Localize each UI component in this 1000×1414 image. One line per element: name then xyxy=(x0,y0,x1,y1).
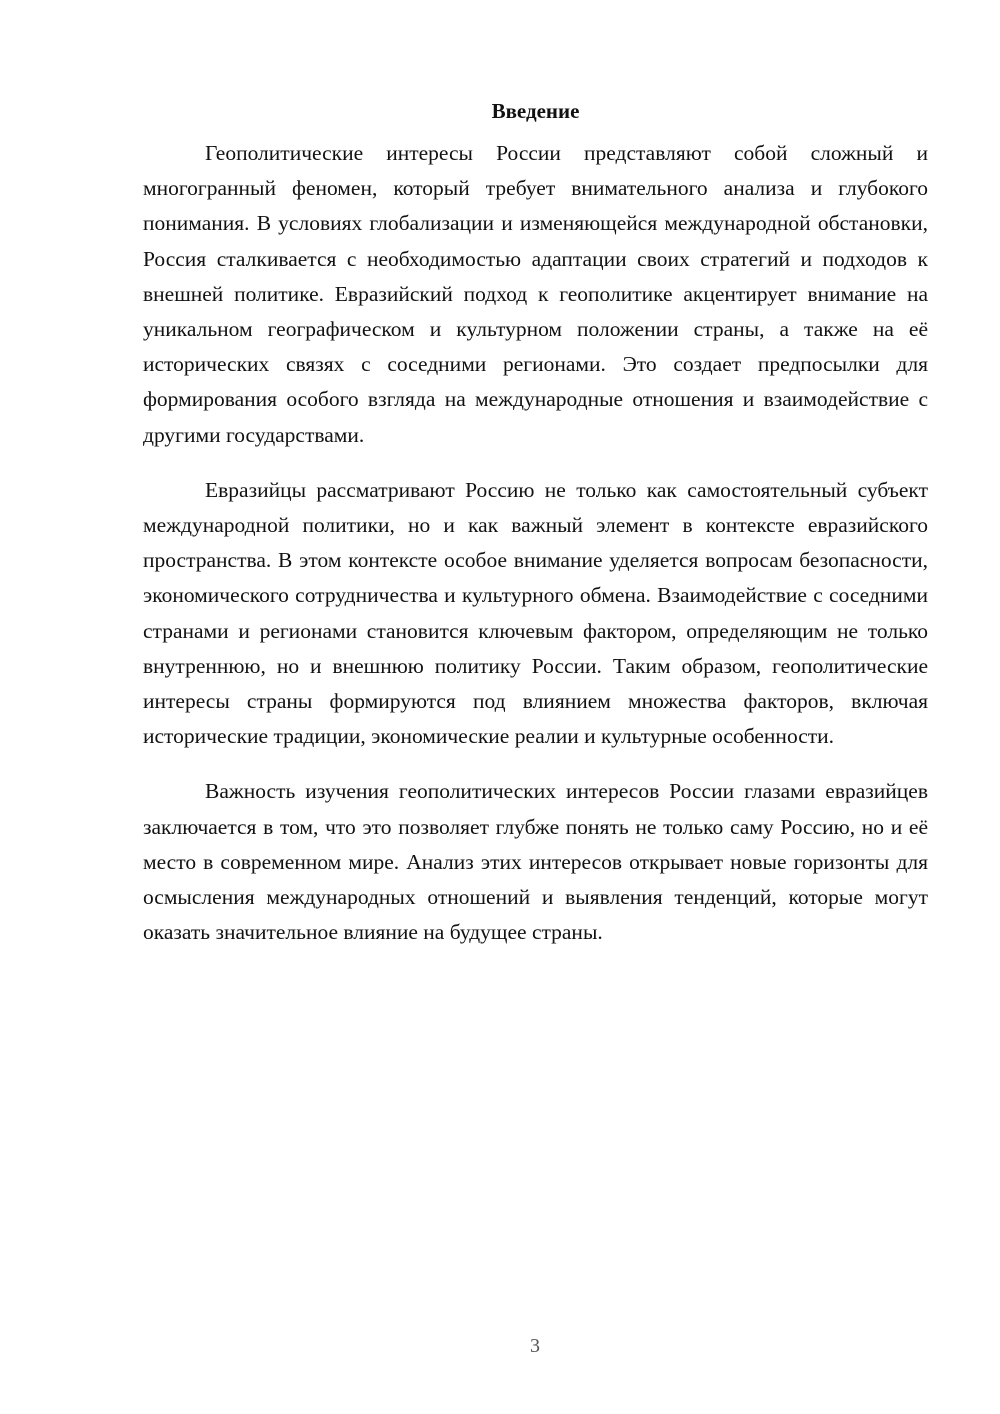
page-content xyxy=(143,94,928,950)
page-number: 3 xyxy=(530,1335,540,1357)
paragraph: Евразийцы рассматривают Россию не только как самостоятельный субъект международной политики, но и как важный элемент в контексте евразийского пространства. В этом контексте особое внимание уделяется вопросам безопасности, экономического сотрудничества и культурного обмена. Взаимодействие с соседними странами и регионами становится ключевым фактором, определяющим не только внутреннюю, но и внешнюю политику России. Таким образом, геополитические интересы страны формируются под влиянием множества факторов, включая исторические традиции, экономические реалии и культурные особенности. xyxy=(143,477,928,749)
paragraph: Важность изучения геополитических интересов России глазами евразийцев заключается в том, что это позволяет глубже понять не только саму Россию, но и её место в современном мире. Анализ этих интересов открывает новые горизонты для осмысления международных отношений и выявления тенденций, которые могут оказать значительное влияние на будущее страны. xyxy=(143,779,928,945)
paragraph: Геополитические интересы России представляют собой сложный и многогранный феномен, который требует внимательного анализа и глубокого понимания. В условиях глобализации и изменяющейся международной обстановки, Россия сталкивается с необходимостью адаптации своих стратегий и подходов к внешней политике. Евразийский подход к геополитике акцентирует внимание на уникальном географическом и культурном положении страны, а также на её исторических связях с соседними регионами. Это создает предпосылки для формирования особого взгляда на международные отношения и взаимодействие с другими государствами. xyxy=(143,141,928,447)
section-title: Введение xyxy=(491,99,580,123)
